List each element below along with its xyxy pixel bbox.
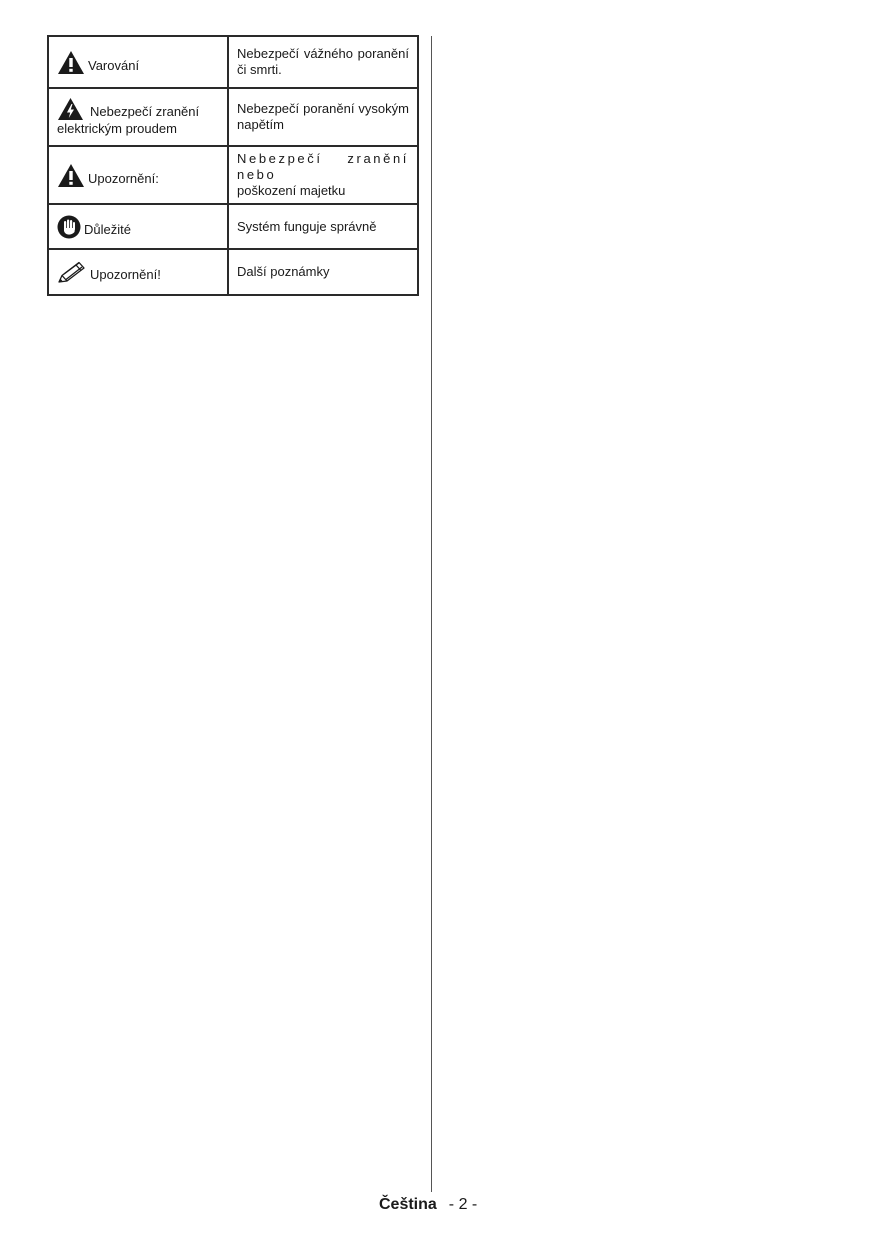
symbol-label-line2: elektrickým proudem xyxy=(57,121,177,136)
page-number: - 2 - xyxy=(448,1196,478,1213)
symbol-description-line1: Nebezpečí zranění nebo xyxy=(237,151,409,182)
symbol-label-line1: Nebezpečí zranění xyxy=(90,104,200,119)
symbol-label-cell xyxy=(48,88,228,146)
table-row xyxy=(48,88,418,146)
symbol-label: Varování xyxy=(88,57,140,73)
symbol-description-line2: poškození majetku xyxy=(237,183,346,198)
page-footer xyxy=(379,1196,477,1214)
symbol-description-cell xyxy=(228,146,418,204)
pencil-icon xyxy=(57,260,87,284)
symbol-label-cell xyxy=(48,36,228,88)
table-row xyxy=(48,146,418,204)
symbol-description: Nebezpečí poranění vysokým napětím xyxy=(228,88,418,146)
symbol-label-cell xyxy=(48,249,228,295)
electric-shock-triangle-icon xyxy=(57,97,84,121)
table-row xyxy=(48,204,418,249)
table-row xyxy=(48,36,418,88)
footer-language: Čeština xyxy=(379,1196,437,1213)
caution-triangle-icon xyxy=(57,163,85,188)
symbol-description: Systém funguje správně xyxy=(228,204,418,249)
safety-symbols-table xyxy=(47,35,419,296)
table-row xyxy=(48,249,418,295)
symbol-description: Nebezpečí vážného poranění či smrti. xyxy=(228,36,418,88)
stop-hand-icon xyxy=(57,215,81,239)
symbol-label: Upozornění! xyxy=(90,267,161,282)
symbol-label: Upozornění: xyxy=(88,170,159,186)
symbol-label-cell xyxy=(48,204,228,249)
warning-triangle-icon xyxy=(57,50,85,75)
symbol-description: Další poznámky xyxy=(228,249,418,295)
symbol-label: Důležité xyxy=(84,221,131,237)
symbol-label-cell xyxy=(48,146,228,204)
column-divider xyxy=(431,36,432,1192)
